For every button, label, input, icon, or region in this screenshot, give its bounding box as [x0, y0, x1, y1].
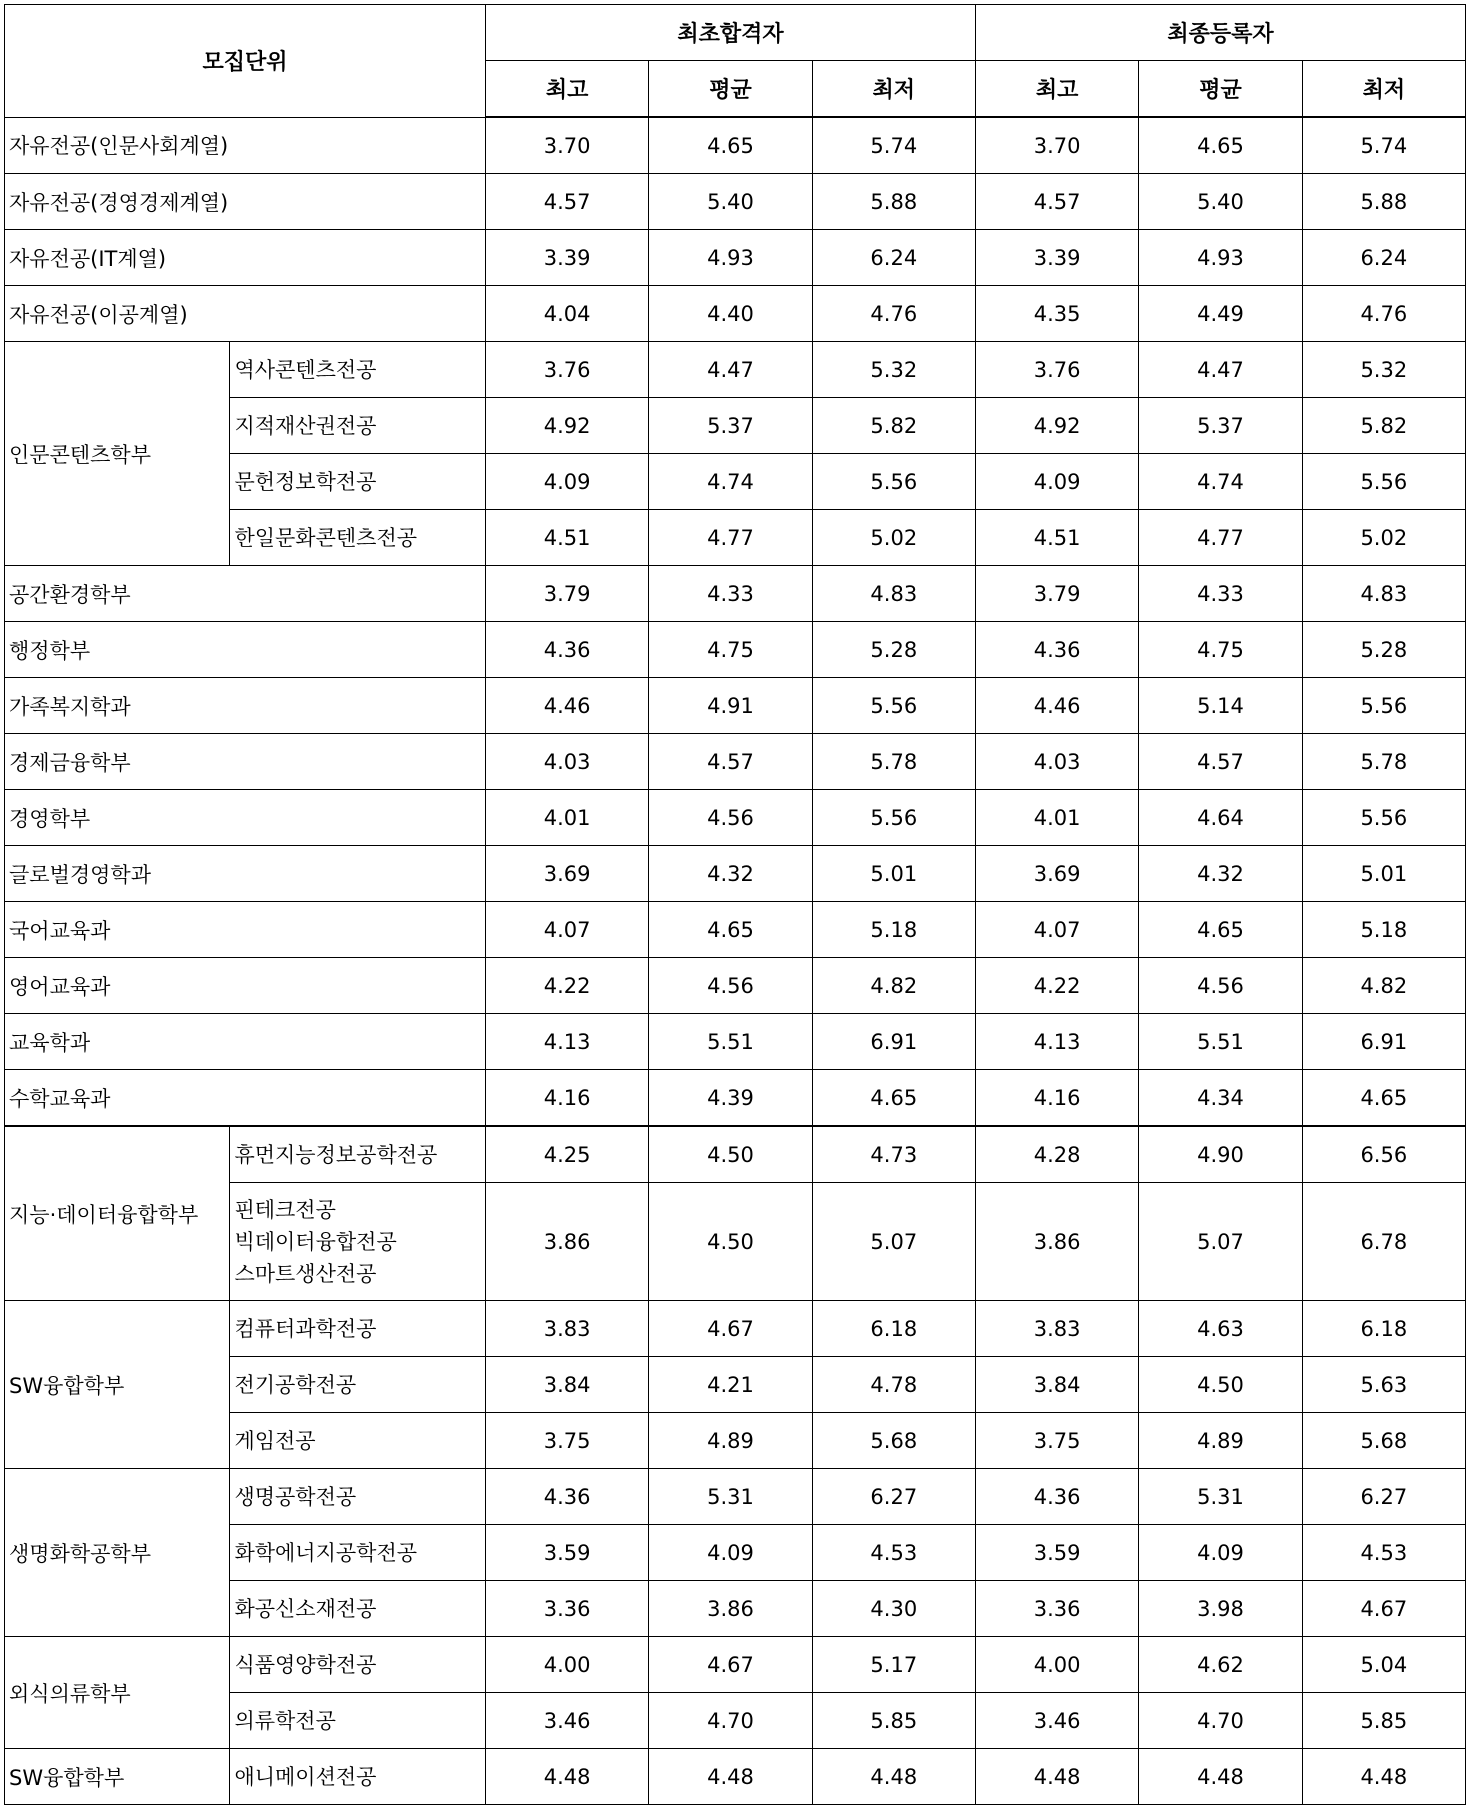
value-cell: 3.70 [975, 117, 1138, 174]
value-cell: 4.53 [812, 1525, 975, 1581]
value-cell: 5.74 [812, 117, 975, 174]
value-cell: 5.31 [649, 1469, 812, 1525]
value-cell: 4.47 [649, 342, 812, 398]
value-cell: 6.27 [1302, 1469, 1465, 1525]
value-cell: 4.82 [1302, 958, 1465, 1014]
value-cell: 4.51 [975, 510, 1138, 566]
value-cell: 4.50 [1139, 1357, 1302, 1413]
value-cell: 4.49 [1139, 286, 1302, 342]
table-row [5, 902, 1466, 958]
group-name: 지능·데이터융합학부 [5, 1126, 230, 1301]
table-row [5, 790, 1466, 846]
value-cell: 6.56 [1302, 1126, 1465, 1183]
value-cell: 5.04 [1302, 1637, 1465, 1693]
major-name: 화공신소재전공 [230, 1581, 486, 1637]
value-cell: 4.65 [812, 1070, 975, 1127]
value-cell: 6.27 [812, 1469, 975, 1525]
recruitment-unit-header: 모집단위 [5, 5, 486, 118]
value-cell: 3.59 [485, 1525, 648, 1581]
table-row [5, 342, 1466, 398]
unit-name: 교육학과 [5, 1014, 486, 1070]
value-cell: 4.53 [1302, 1525, 1465, 1581]
value-cell: 5.56 [1302, 790, 1465, 846]
value-cell: 4.40 [649, 286, 812, 342]
value-cell: 4.39 [649, 1070, 812, 1127]
value-cell: 4.56 [1139, 958, 1302, 1014]
value-cell: 4.01 [975, 790, 1138, 846]
value-cell: 4.51 [485, 510, 648, 566]
table-row [5, 1126, 1466, 1183]
value-cell: 3.46 [485, 1693, 648, 1749]
table-row [5, 117, 1466, 174]
value-cell: 4.36 [485, 1469, 648, 1525]
value-cell: 4.09 [649, 1525, 812, 1581]
major-name: 스마트생산전공 [234, 1261, 377, 1286]
value-cell: 6.91 [812, 1014, 975, 1070]
value-cell: 4.57 [649, 734, 812, 790]
value-cell: 4.13 [975, 1014, 1138, 1070]
value-cell: 5.88 [812, 174, 975, 230]
value-cell: 4.34 [1139, 1070, 1302, 1127]
table-row [5, 1749, 1466, 1805]
value-cell: 4.32 [1139, 846, 1302, 902]
value-cell: 4.50 [649, 1183, 812, 1301]
value-cell: 4.73 [812, 1126, 975, 1183]
table-row [5, 566, 1466, 622]
value-cell: 5.40 [1139, 174, 1302, 230]
stat-header-avg-final: 평균 [1139, 61, 1302, 118]
value-cell: 6.18 [812, 1301, 975, 1357]
value-cell: 5.37 [649, 398, 812, 454]
value-cell: 4.50 [649, 1126, 812, 1183]
group-name: 외식의류학부 [5, 1637, 230, 1749]
value-cell: 4.32 [649, 846, 812, 902]
value-cell: 5.02 [1302, 510, 1465, 566]
value-cell: 4.48 [649, 1749, 812, 1805]
value-cell: 4.65 [649, 902, 812, 958]
major-name: 의류학전공 [230, 1693, 486, 1749]
value-cell: 4.56 [649, 958, 812, 1014]
value-cell: 4.25 [485, 1126, 648, 1183]
unit-name: 공간환경학부 [5, 566, 486, 622]
value-cell: 4.48 [812, 1749, 975, 1805]
value-cell: 4.35 [975, 286, 1138, 342]
value-cell: 4.30 [812, 1581, 975, 1637]
table-row [5, 1070, 1466, 1127]
value-cell: 5.01 [812, 846, 975, 902]
value-cell: 4.04 [485, 286, 648, 342]
value-cell: 3.98 [1139, 1581, 1302, 1637]
group-name: SW융합학부 [5, 1301, 230, 1469]
value-cell: 6.24 [1302, 230, 1465, 286]
table-row [5, 286, 1466, 342]
value-cell: 4.09 [975, 454, 1138, 510]
value-cell: 5.56 [812, 454, 975, 510]
value-cell: 3.79 [975, 566, 1138, 622]
value-cell: 4.46 [485, 678, 648, 734]
value-cell: 4.48 [1139, 1749, 1302, 1805]
major-name-multiline [230, 1183, 486, 1301]
value-cell: 5.85 [1302, 1693, 1465, 1749]
major-name: 화학에너지공학전공 [230, 1525, 486, 1581]
unit-name: 자유전공(경영경제계열) [5, 174, 486, 230]
value-cell: 4.92 [485, 398, 648, 454]
value-cell: 5.63 [1302, 1357, 1465, 1413]
value-cell: 6.78 [1302, 1183, 1465, 1301]
major-name: 한일문화콘텐츠전공 [230, 510, 486, 566]
value-cell: 4.62 [1139, 1637, 1302, 1693]
value-cell: 3.69 [975, 846, 1138, 902]
group-name: SW융합학부 [5, 1749, 230, 1805]
value-cell: 5.32 [1302, 342, 1465, 398]
value-cell: 4.83 [812, 566, 975, 622]
value-cell: 4.36 [975, 1469, 1138, 1525]
table-row [5, 174, 1466, 230]
value-cell: 5.07 [812, 1183, 975, 1301]
stat-header-max-initial: 최고 [485, 61, 648, 118]
table-row [5, 846, 1466, 902]
value-cell: 5.68 [812, 1413, 975, 1469]
value-cell: 4.65 [1139, 902, 1302, 958]
value-cell: 3.46 [975, 1693, 1138, 1749]
stat-header-avg-initial: 평균 [649, 61, 812, 118]
group-name: 생명화학공학부 [5, 1469, 230, 1637]
value-cell: 3.86 [649, 1581, 812, 1637]
value-cell: 3.83 [975, 1301, 1138, 1357]
unit-name: 영어교육과 [5, 958, 486, 1014]
value-cell: 4.64 [1139, 790, 1302, 846]
value-cell: 3.59 [975, 1525, 1138, 1581]
value-cell: 5.56 [1302, 454, 1465, 510]
value-cell: 5.82 [1302, 398, 1465, 454]
value-cell: 4.65 [1139, 117, 1302, 174]
unit-name: 행정학부 [5, 622, 486, 678]
value-cell: 5.56 [1302, 678, 1465, 734]
value-cell: 4.16 [485, 1070, 648, 1127]
value-cell: 3.75 [975, 1413, 1138, 1469]
value-cell: 5.28 [812, 622, 975, 678]
value-cell: 4.77 [1139, 510, 1302, 566]
major-name: 게임전공 [230, 1413, 486, 1469]
value-cell: 4.70 [649, 1693, 812, 1749]
value-cell: 4.76 [1302, 286, 1465, 342]
value-cell: 4.63 [1139, 1301, 1302, 1357]
value-cell: 4.74 [649, 454, 812, 510]
value-cell: 4.33 [1139, 566, 1302, 622]
stat-header-min-final: 최저 [1302, 61, 1465, 118]
value-cell: 3.86 [975, 1183, 1138, 1301]
value-cell: 4.67 [649, 1637, 812, 1693]
value-cell: 4.65 [1302, 1070, 1465, 1127]
value-cell: 5.85 [812, 1693, 975, 1749]
value-cell: 4.21 [649, 1357, 812, 1413]
value-cell: 5.40 [649, 174, 812, 230]
value-cell: 3.76 [975, 342, 1138, 398]
initial-admits-header: 최초합격자 [485, 5, 975, 61]
value-cell: 3.75 [485, 1413, 648, 1469]
value-cell: 4.47 [1139, 342, 1302, 398]
group-name: 인문콘텐츠학부 [5, 342, 230, 566]
stat-header-min-initial: 최저 [812, 61, 975, 118]
major-name: 문헌정보학전공 [230, 454, 486, 510]
value-cell: 5.01 [1302, 846, 1465, 902]
major-name: 애니메이션전공 [230, 1749, 486, 1805]
value-cell: 5.51 [1139, 1014, 1302, 1070]
value-cell: 4.33 [649, 566, 812, 622]
value-cell: 3.39 [975, 230, 1138, 286]
value-cell: 4.57 [1139, 734, 1302, 790]
table-row [5, 1014, 1466, 1070]
value-cell: 4.36 [975, 622, 1138, 678]
value-cell: 3.86 [485, 1183, 648, 1301]
value-cell: 4.92 [975, 398, 1138, 454]
value-cell: 5.18 [1302, 902, 1465, 958]
major-name: 역사콘텐츠전공 [230, 342, 486, 398]
unit-name: 자유전공(인문사회계열) [5, 117, 486, 174]
value-cell: 4.46 [975, 678, 1138, 734]
unit-name: 글로벌경영학과 [5, 846, 486, 902]
value-cell: 5.68 [1302, 1413, 1465, 1469]
value-cell: 5.51 [649, 1014, 812, 1070]
value-cell: 4.75 [649, 622, 812, 678]
value-cell: 4.09 [485, 454, 648, 510]
value-cell: 6.18 [1302, 1301, 1465, 1357]
unit-name: 국어교육과 [5, 902, 486, 958]
value-cell: 4.00 [975, 1637, 1138, 1693]
value-cell: 4.77 [649, 510, 812, 566]
value-cell: 5.14 [1139, 678, 1302, 734]
major-name: 지적재산권전공 [230, 398, 486, 454]
value-cell: 3.76 [485, 342, 648, 398]
value-cell: 3.36 [975, 1581, 1138, 1637]
value-cell: 5.18 [812, 902, 975, 958]
unit-name: 자유전공(IT계열) [5, 230, 486, 286]
value-cell: 4.67 [1302, 1581, 1465, 1637]
value-cell: 5.56 [812, 678, 975, 734]
table-row [5, 958, 1466, 1014]
major-name: 식품영양학전공 [230, 1637, 486, 1693]
value-cell: 6.24 [812, 230, 975, 286]
value-cell: 4.07 [485, 902, 648, 958]
value-cell: 4.48 [1302, 1749, 1465, 1805]
value-cell: 5.32 [812, 342, 975, 398]
value-cell: 4.36 [485, 622, 648, 678]
table-row [5, 678, 1466, 734]
value-cell: 4.57 [485, 174, 648, 230]
value-cell: 4.82 [812, 958, 975, 1014]
value-cell: 4.83 [1302, 566, 1465, 622]
value-cell: 4.09 [1139, 1525, 1302, 1581]
value-cell: 4.93 [649, 230, 812, 286]
value-cell: 5.78 [1302, 734, 1465, 790]
stat-header-max-final: 최고 [975, 61, 1138, 118]
major-name: 빅데이터융합전공 [234, 1229, 397, 1254]
value-cell: 4.01 [485, 790, 648, 846]
major-name: 생명공학전공 [230, 1469, 486, 1525]
value-cell: 4.93 [1139, 230, 1302, 286]
value-cell: 4.22 [485, 958, 648, 1014]
value-cell: 4.56 [649, 790, 812, 846]
value-cell: 5.56 [812, 790, 975, 846]
value-cell: 4.89 [1139, 1413, 1302, 1469]
value-cell: 5.88 [1302, 174, 1465, 230]
value-cell: 4.70 [1139, 1693, 1302, 1749]
value-cell: 5.17 [812, 1637, 975, 1693]
value-cell: 4.13 [485, 1014, 648, 1070]
table-row [5, 1301, 1466, 1357]
value-cell: 4.75 [1139, 622, 1302, 678]
value-cell: 3.69 [485, 846, 648, 902]
value-cell: 4.57 [975, 174, 1138, 230]
value-cell: 4.78 [812, 1357, 975, 1413]
value-cell: 4.03 [485, 734, 648, 790]
table-row [5, 734, 1466, 790]
major-name: 컴퓨터과학전공 [230, 1301, 486, 1357]
table-row [5, 230, 1466, 286]
value-cell: 3.84 [485, 1357, 648, 1413]
value-cell: 4.74 [1139, 454, 1302, 510]
value-cell: 5.02 [812, 510, 975, 566]
value-cell: 5.31 [1139, 1469, 1302, 1525]
value-cell: 4.28 [975, 1126, 1138, 1183]
value-cell: 4.89 [649, 1413, 812, 1469]
final-registrants-header: 최종등록자 [975, 5, 1465, 61]
value-cell: 6.91 [1302, 1014, 1465, 1070]
value-cell: 4.07 [975, 902, 1138, 958]
value-cell: 5.78 [812, 734, 975, 790]
value-cell: 4.91 [649, 678, 812, 734]
value-cell: 3.36 [485, 1581, 648, 1637]
value-cell: 3.79 [485, 566, 648, 622]
value-cell: 5.74 [1302, 117, 1465, 174]
value-cell: 4.90 [1139, 1126, 1302, 1183]
value-cell: 4.67 [649, 1301, 812, 1357]
value-cell: 5.28 [1302, 622, 1465, 678]
unit-name: 경제금융학부 [5, 734, 486, 790]
value-cell: 5.07 [1139, 1183, 1302, 1301]
value-cell: 3.39 [485, 230, 648, 286]
value-cell: 5.82 [812, 398, 975, 454]
value-cell: 4.00 [485, 1637, 648, 1693]
value-cell: 4.22 [975, 958, 1138, 1014]
table-row [5, 1637, 1466, 1693]
value-cell: 4.16 [975, 1070, 1138, 1127]
value-cell: 4.76 [812, 286, 975, 342]
value-cell: 3.83 [485, 1301, 648, 1357]
value-cell: 3.84 [975, 1357, 1138, 1413]
table-row [5, 622, 1466, 678]
value-cell: 4.48 [485, 1749, 648, 1805]
value-cell: 4.03 [975, 734, 1138, 790]
unit-name: 가족복지학과 [5, 678, 486, 734]
major-name: 휴먼지능정보공학전공 [230, 1126, 486, 1183]
major-name: 전기공학전공 [230, 1357, 486, 1413]
unit-name: 경영학부 [5, 790, 486, 846]
unit-name: 자유전공(이공계열) [5, 286, 486, 342]
major-name: 핀테크전공 [234, 1197, 336, 1222]
value-cell: 4.65 [649, 117, 812, 174]
value-cell: 3.70 [485, 117, 648, 174]
admission-grade-table [4, 4, 1466, 1805]
table-row [5, 1469, 1466, 1525]
unit-name: 수학교육과 [5, 1070, 486, 1127]
value-cell: 4.48 [975, 1749, 1138, 1805]
value-cell: 5.37 [1139, 398, 1302, 454]
